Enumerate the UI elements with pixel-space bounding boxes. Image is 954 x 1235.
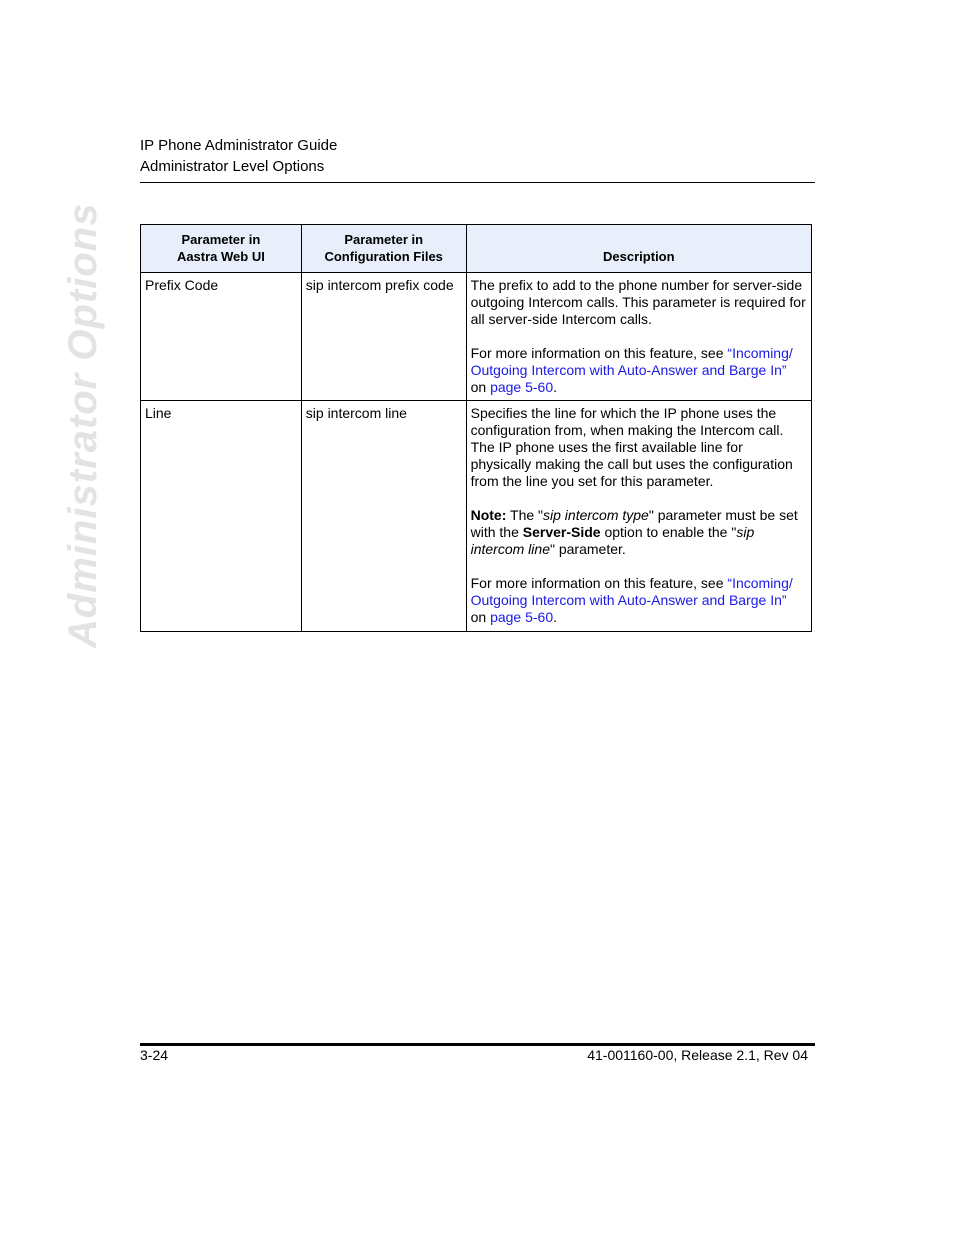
config-param-cell: sip intercom line <box>301 401 466 632</box>
cross-reference-link[interactable]: “Incoming/ Outgoing Intercom with Auto-Answer and Barge In” <box>470 345 793 378</box>
note-text: Note: The "sip intercom type" parameter must be set with the Server-Side option to enable the "sip intercom line" parameter. <box>470 507 798 557</box>
page-reference-link[interactable]: page 5-60 <box>490 609 554 625</box>
header-divider <box>140 182 815 183</box>
column-header-description: Description <box>466 225 811 273</box>
page-header <box>140 135 815 177</box>
table-header-row <box>141 225 812 273</box>
description-cell <box>466 273 811 401</box>
more-info-text: For more information on this feature, see “Incoming/ Outgoing Intercom with Auto-Answer and Barge In” on page 5-60. <box>470 345 793 395</box>
document-id: 41-001160-00, Release 2.1, Rev 04 <box>587 1047 808 1063</box>
page-number: 3-24 <box>140 1047 169 1063</box>
side-chapter-title: Administrator Options <box>61 202 105 648</box>
page-reference-link[interactable]: page 5-60 <box>490 379 554 395</box>
web-ui-param-cell: Prefix Code <box>141 273 302 401</box>
config-param-cell: sip intercom prefix code <box>301 273 466 401</box>
column-header-web-ui: Parameter in Aastra Web UI <box>141 225 302 273</box>
description-cell <box>466 401 811 632</box>
cross-reference-link[interactable]: “Incoming/ Outgoing Intercom with Auto-Answer and Barge In” <box>470 575 793 608</box>
description-text: Specifies the line for which the IP phone uses the configuration from, when making the Intercom call. The IP phone uses the first available line for physically making the call but uses the configuration from the line you set for this parameter. <box>470 405 793 489</box>
column-header-config: Parameter in Configuration Files <box>301 225 466 273</box>
more-info-text: For more information on this feature, see “Incoming/ Outgoing Intercom with Auto-Answer and Barge In” on page 5-60. <box>470 575 793 625</box>
section-title: Administrator Level Options <box>140 158 325 175</box>
footer-divider <box>140 1043 815 1046</box>
description-text: The prefix to add to the phone number for server-side outgoing Intercom calls. This parameter is required for all server-side Intercom calls. <box>470 277 806 327</box>
table-row <box>141 401 812 632</box>
table-row <box>141 273 812 401</box>
parameter-table <box>140 224 812 632</box>
guide-title: IP Phone Administrator Guide <box>140 137 338 154</box>
note-label: Note: <box>470 507 507 523</box>
web-ui-param-cell: Line <box>141 401 302 632</box>
